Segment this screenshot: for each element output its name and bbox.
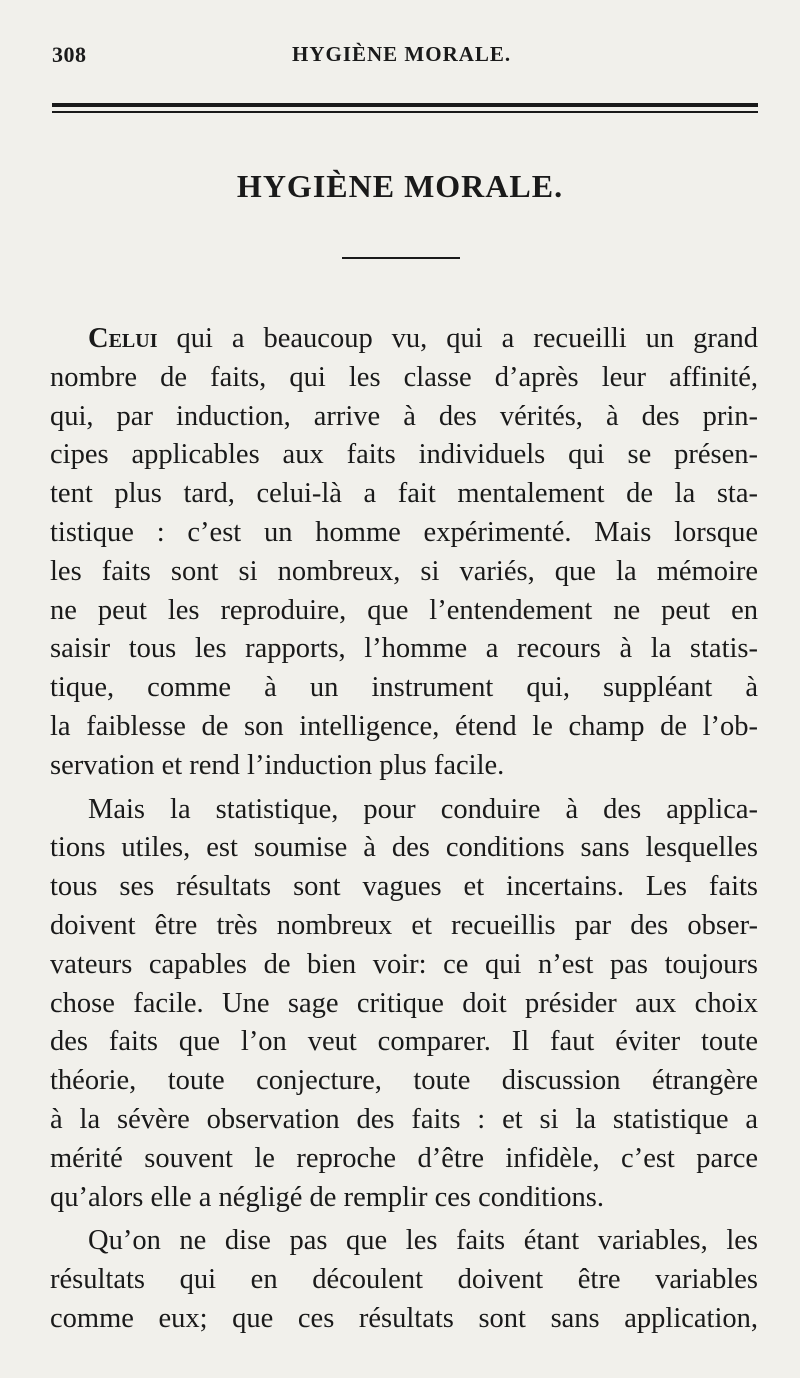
text-line: des faits que l’on veut comparer. Il faut éviter toute: [50, 1026, 758, 1058]
text-line: Qu’on ne dise pas que les faits étant variables, les: [88, 1225, 758, 1257]
text-line: mérité souvent le reproche d’être infidèle, c’est parce: [50, 1142, 758, 1174]
text-line: tions utiles, est soumise à des conditions sans lesquelles: [50, 832, 758, 864]
text-line: comme eux; que ces résultats sont sans application,: [50, 1302, 758, 1334]
drop-word: Celui: [88, 323, 158, 354]
text-line: qu’alors elle a négligé de remplir ces conditions.: [50, 1181, 604, 1213]
text-line: tent plus tard, celui-là a fait mentalement de la sta-: [50, 478, 758, 510]
running-title: HYGIÈNE MORALE.: [292, 42, 512, 66]
text-line: Celui qui a beaucoup vu, qui a recueilli un grand: [88, 323, 758, 354]
text-line: doivent être très nombreux et recueillis par des obser-: [50, 909, 758, 941]
text-line: chose facile. Une sage critique doit présider aux choix: [50, 987, 758, 1019]
text-line: nombre de faits, qui les classe d’après leur affinité,: [50, 361, 758, 393]
page-number: 308: [52, 42, 87, 67]
text-line: résultats qui en découlent doivent être variables: [50, 1264, 758, 1296]
text-line: à la sévère observation des faits : et si la statistique a: [50, 1103, 758, 1135]
chapter-title: HYGIÈNE MORALE.: [236, 168, 564, 204]
text-line: tous ses résultats sont vagues et incertains. Les faits: [50, 871, 758, 903]
text-line: servation et rend l’induction plus facile.: [50, 749, 505, 781]
text-line: tistique : c’est un homme expérimenté. Mais lorsque: [50, 516, 758, 548]
text-line: qui, par induction, arrive à des vérités, à des prin-: [50, 400, 758, 432]
text-line: Mais la statistique, pour conduire à des applica-: [88, 793, 758, 825]
text-line: la faiblesse de son intelligence, étend le champ de l’ob-: [50, 710, 758, 742]
text-line: tique, comme à un instrument qui, suppléant à: [50, 672, 758, 704]
text-line: théorie, toute conjecture, toute discussion étrangère: [50, 1065, 758, 1097]
text-line: cipes applicables aux faits individuels qui se présen-: [50, 439, 758, 471]
text-line: les faits sont si nombreux, si variés, que la mémoire: [50, 555, 758, 587]
header-rule-thin: [52, 111, 758, 113]
text-line: vateurs capables de bien voir: ce qui n’est pas toujours: [50, 948, 758, 980]
title-divider: [342, 257, 460, 259]
text-line: saisir tous les rapports, l’homme a recours à la statis-: [50, 633, 758, 665]
body-text: [50, 320, 758, 1339]
text-line: ne peut les reproduire, que l’entendement ne peut en: [50, 594, 758, 626]
running-head: [52, 42, 754, 72]
header-rule-thick: [52, 103, 758, 107]
